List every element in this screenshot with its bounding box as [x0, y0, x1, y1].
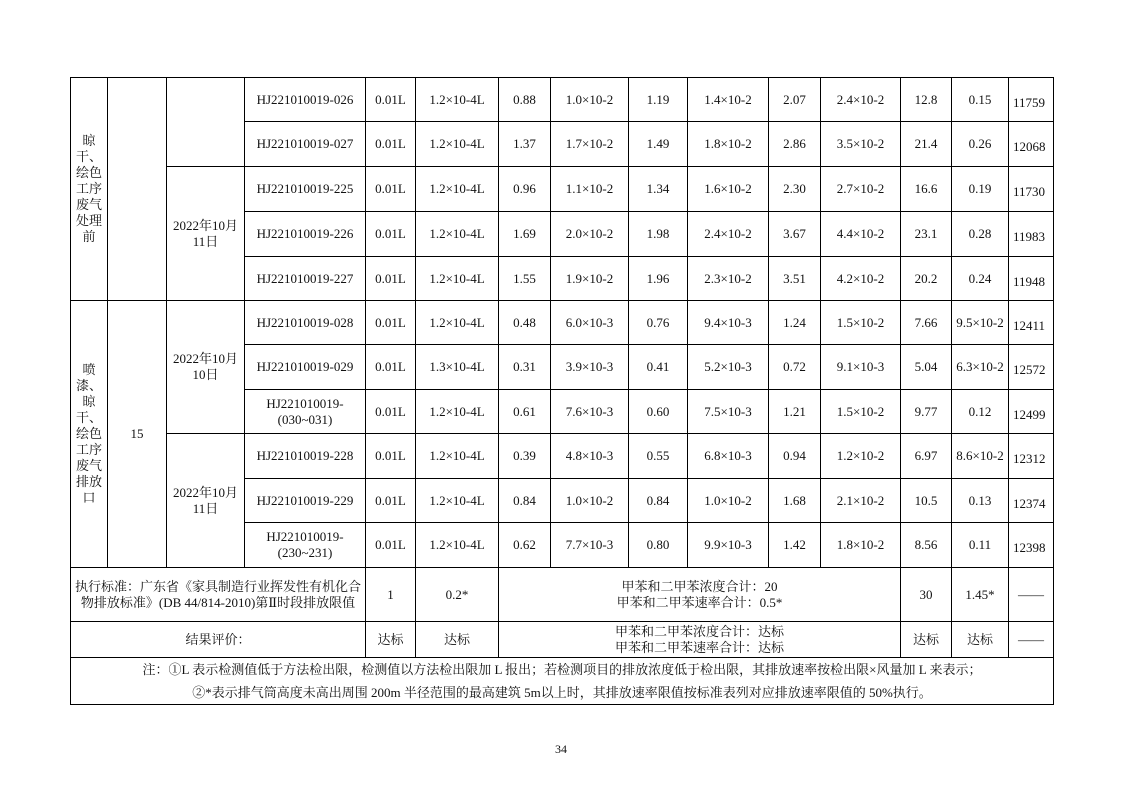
value-2-cell: 1.2×10-4L [416, 257, 499, 301]
value-10-cell: 9.5×10-2 [952, 301, 1009, 345]
evaluation-result-3: 达标 [901, 622, 952, 658]
value-9-cell: 12.8 [901, 78, 952, 122]
sample-id-text: HJ221010019-(030~031) [266, 395, 344, 427]
value-7-cell: 2.07 [769, 78, 821, 122]
value-10-cell: 0.12 [952, 390, 1009, 434]
value-6-cell: 2.4×10-2 [688, 212, 769, 257]
emission-table [70, 77, 1054, 705]
sample-id-cell: HJ221010019-229 [245, 479, 366, 523]
value-6-cell: 7.5×10-3 [688, 390, 769, 434]
value-1-cell: 0.01L [366, 479, 416, 523]
value-6-cell: 9.9×10-3 [688, 523, 769, 568]
standard-limit-3: 30 [901, 568, 952, 622]
value-9-cell: 20.2 [901, 257, 952, 301]
value-9-cell: 16.6 [901, 167, 952, 212]
value-6-cell: 5.2×10-3 [688, 345, 769, 390]
value-5-cell: 1.34 [629, 167, 688, 212]
date-cell: 2022年10月10日 [167, 301, 245, 434]
value-7-cell: 1.42 [769, 523, 821, 568]
value-2-cell: 1.2×10-4L [416, 212, 499, 257]
evaluation-result-1: 达标 [366, 622, 416, 658]
value-1-cell: 0.01L [366, 301, 416, 345]
value-11-cell [1009, 479, 1054, 523]
flow-value: 12398 [1013, 540, 1046, 555]
data-table-sheet [70, 77, 1053, 702]
value-7-cell: 3.51 [769, 257, 821, 301]
value-6-cell: 1.8×10-2 [688, 122, 769, 167]
value-6-cell: 1.6×10-2 [688, 167, 769, 212]
value-6-cell: 2.3×10-2 [688, 257, 769, 301]
value-1-cell: 0.01L [366, 78, 416, 122]
standard-limit-5: —— [1009, 568, 1054, 622]
value-4-cell: 1.0×10-2 [551, 78, 629, 122]
date-cell: 2022年10月11日 [167, 434, 245, 568]
stack-height-cell: 15 [108, 301, 167, 568]
value-11-cell [1009, 434, 1054, 479]
flow-value: 11948 [1013, 273, 1046, 289]
table-body [71, 78, 1054, 705]
value-1-cell: 0.01L [366, 434, 416, 479]
value-10-cell: 8.6×10-2 [952, 434, 1009, 479]
combined-rate-result: 甲苯和二甲苯速率合计：达标 [614, 639, 784, 655]
value-5-cell: 0.55 [629, 434, 688, 479]
note-line-1: 注：①L 表示检测值低于方法检出限，检测值以方法检出限加 L 报出；若检测项目的排放浓度低于检出限，其排放速率按检出限×风量加 L 来表示； [142, 662, 982, 677]
value-7-cell: 0.94 [769, 434, 821, 479]
value-6-cell: 9.4×10-3 [688, 301, 769, 345]
sample-id-cell: HJ221010019-228 [245, 434, 366, 479]
value-7-cell: 0.72 [769, 345, 821, 390]
value-5-cell: 1.98 [629, 212, 688, 257]
value-1-cell: 0.01L [366, 122, 416, 167]
value-8-cell: 3.5×10-2 [821, 122, 901, 167]
date-upper-empty [167, 78, 245, 167]
value-10-cell: 6.3×10-2 [952, 345, 1009, 390]
value-8-cell: 2.7×10-2 [821, 167, 901, 212]
value-2-cell: 1.2×10-4L [416, 301, 499, 345]
sample-id-cell: HJ221010019-029 [245, 345, 366, 390]
value-9-cell: 10.5 [901, 479, 952, 523]
value-3-cell: 1.69 [499, 212, 551, 257]
standard-limit-1: 1 [366, 568, 416, 622]
value-1-cell: 0.01L [366, 523, 416, 568]
value-11-cell [1009, 523, 1054, 568]
value-6-cell: 1.4×10-2 [688, 78, 769, 122]
value-7-cell: 3.67 [769, 212, 821, 257]
evaluation-label: 结果评价： [71, 622, 366, 658]
value-1-cell: 0.01L [366, 257, 416, 301]
location-label-lower: 喷漆、晾干、绘色工序废气排放口 [71, 301, 108, 568]
combined-rate-limit: 甲苯和二甲苯速率合计：0.5* [616, 594, 783, 610]
value-9-cell: 5.04 [901, 345, 952, 390]
value-10-cell: 0.28 [952, 212, 1009, 257]
value-11-cell [1009, 257, 1054, 301]
value-11-cell [1009, 301, 1054, 345]
value-5-cell: 1.49 [629, 122, 688, 167]
value-3-cell: 0.62 [499, 523, 551, 568]
sample-id-text: HJ221010019-(230~231) [266, 529, 344, 560]
value-4-cell: 1.1×10-2 [551, 167, 629, 212]
evaluation-result-2: 达标 [416, 622, 499, 658]
evaluation-combined [499, 622, 901, 658]
value-8-cell: 4.2×10-2 [821, 257, 901, 301]
value-9-cell: 9.77 [901, 390, 952, 434]
sample-id-cell: HJ221010019-227 [245, 257, 366, 301]
date-cell: 2022年10月11日 [167, 167, 245, 301]
value-1-cell: 0.01L [366, 345, 416, 390]
value-4-cell: 7.7×10-3 [551, 523, 629, 568]
sample-id-cell [245, 523, 366, 568]
value-4-cell: 7.6×10-3 [551, 390, 629, 434]
combined-concentration-result: 甲苯和二甲苯浓度合计：达标 [614, 623, 784, 639]
value-2-cell: 1.2×10-4L [416, 78, 499, 122]
value-9-cell: 7.66 [901, 301, 952, 345]
value-7-cell: 2.30 [769, 167, 821, 212]
value-2-cell: 1.2×10-4L [416, 167, 499, 212]
location-label-upper: 晾干、绘色工序废气处理前 [71, 78, 108, 301]
value-5-cell: 0.41 [629, 345, 688, 390]
note-line-2: ②*表示排气筒高度未高出周围 200m 半径范围的最高建筑 5m以上时，其排放速率限值按标准表列对应排放速率限值的 50%执行。 [192, 685, 932, 700]
sample-id-cell [245, 390, 366, 434]
value-3-cell: 0.61 [499, 390, 551, 434]
flow-value: 11730 [1013, 184, 1046, 199]
value-1-cell: 0.01L [366, 390, 416, 434]
sample-id-cell: HJ221010019-226 [245, 212, 366, 257]
sample-id-cell: HJ221010019-027 [245, 122, 366, 167]
value-11-cell [1009, 78, 1054, 122]
value-10-cell: 0.26 [952, 122, 1009, 167]
value-4-cell: 1.9×10-2 [551, 257, 629, 301]
value-5-cell: 1.19 [629, 78, 688, 122]
flow-value: 12374 [1013, 495, 1046, 511]
value-9-cell: 6.97 [901, 434, 952, 479]
flow-value: 12499 [1013, 406, 1046, 422]
value-3-cell: 0.88 [499, 78, 551, 122]
value-2-cell: 1.2×10-4L [416, 122, 499, 167]
value-3-cell: 1.37 [499, 122, 551, 167]
value-4-cell: 1.7×10-2 [551, 122, 629, 167]
stack-height-upper-empty [108, 78, 167, 301]
value-4-cell: 6.0×10-3 [551, 301, 629, 345]
value-8-cell: 1.8×10-2 [821, 523, 901, 568]
value-4-cell: 1.0×10-2 [551, 479, 629, 523]
value-9-cell: 8.56 [901, 523, 952, 568]
standard-combined [499, 568, 901, 622]
standard-limit-2: 0.2* [416, 568, 499, 622]
value-9-cell: 23.1 [901, 212, 952, 257]
value-8-cell: 1.2×10-2 [821, 434, 901, 479]
flow-value: 12068 [1013, 139, 1046, 154]
page-number: 34 [555, 742, 567, 756]
value-11-cell [1009, 122, 1054, 167]
value-5-cell: 0.84 [629, 479, 688, 523]
value-8-cell: 2.4×10-2 [821, 78, 901, 122]
flow-value: 12572 [1013, 362, 1046, 377]
value-10-cell: 0.15 [952, 78, 1009, 122]
evaluation-result-5: —— [1009, 622, 1054, 658]
value-10-cell: 0.19 [952, 167, 1009, 212]
value-9-cell: 21.4 [901, 122, 952, 167]
sample-id-cell: HJ221010019-028 [245, 301, 366, 345]
value-10-cell: 0.13 [952, 479, 1009, 523]
value-10-cell: 0.11 [952, 523, 1009, 568]
standard-limit-4: 1.45* [952, 568, 1009, 622]
value-11-cell [1009, 212, 1054, 257]
value-7-cell: 1.21 [769, 390, 821, 434]
value-8-cell: 4.4×10-2 [821, 212, 901, 257]
value-8-cell: 2.1×10-2 [821, 479, 901, 523]
value-2-cell: 1.2×10-4L [416, 434, 499, 479]
flow-value: 11983 [1013, 229, 1046, 244]
value-6-cell: 6.8×10-3 [688, 434, 769, 479]
sample-id-cell: HJ221010019-026 [245, 78, 366, 122]
value-3-cell: 1.55 [499, 257, 551, 301]
value-2-cell: 1.3×10-4L [416, 345, 499, 390]
value-11-cell [1009, 167, 1054, 212]
value-11-cell [1009, 345, 1054, 390]
sample-id-cell: HJ221010019-225 [245, 167, 366, 212]
value-6-cell: 1.0×10-2 [688, 479, 769, 523]
value-5-cell: 1.96 [629, 257, 688, 301]
value-10-cell: 0.24 [952, 257, 1009, 301]
value-4-cell: 3.9×10-3 [551, 345, 629, 390]
notes-cell [71, 658, 1054, 705]
flow-value: 11759 [1013, 94, 1046, 110]
value-1-cell: 0.01L [366, 167, 416, 212]
evaluation-result-4: 达标 [952, 622, 1009, 658]
value-2-cell: 1.2×10-4L [416, 390, 499, 434]
value-7-cell: 2.86 [769, 122, 821, 167]
value-5-cell: 0.80 [629, 523, 688, 568]
value-5-cell: 0.76 [629, 301, 688, 345]
flow-value: 12312 [1013, 451, 1046, 466]
value-8-cell: 1.5×10-2 [821, 301, 901, 345]
value-4-cell: 2.0×10-2 [551, 212, 629, 257]
value-3-cell: 0.31 [499, 345, 551, 390]
value-2-cell: 1.2×10-4L [416, 479, 499, 523]
value-4-cell: 4.8×10-3 [551, 434, 629, 479]
value-1-cell: 0.01L [366, 212, 416, 257]
value-3-cell: 0.84 [499, 479, 551, 523]
flow-value: 12411 [1013, 317, 1046, 333]
value-3-cell: 0.39 [499, 434, 551, 479]
value-11-cell [1009, 390, 1054, 434]
combined-concentration-limit: 甲苯和二甲苯浓度合计：20 [621, 578, 778, 594]
value-3-cell: 0.96 [499, 167, 551, 212]
standard-label: 执行标准：广东省《家具制造行业挥发性有机化合物排放标准》(DB 44/814-2010)第Ⅱ时段排放限值 [71, 568, 366, 622]
value-8-cell: 1.5×10-2 [821, 390, 901, 434]
value-8-cell: 9.1×10-3 [821, 345, 901, 390]
value-5-cell: 0.60 [629, 390, 688, 434]
value-7-cell: 1.68 [769, 479, 821, 523]
value-2-cell: 1.2×10-4L [416, 523, 499, 568]
value-7-cell: 1.24 [769, 301, 821, 345]
value-3-cell: 0.48 [499, 301, 551, 345]
